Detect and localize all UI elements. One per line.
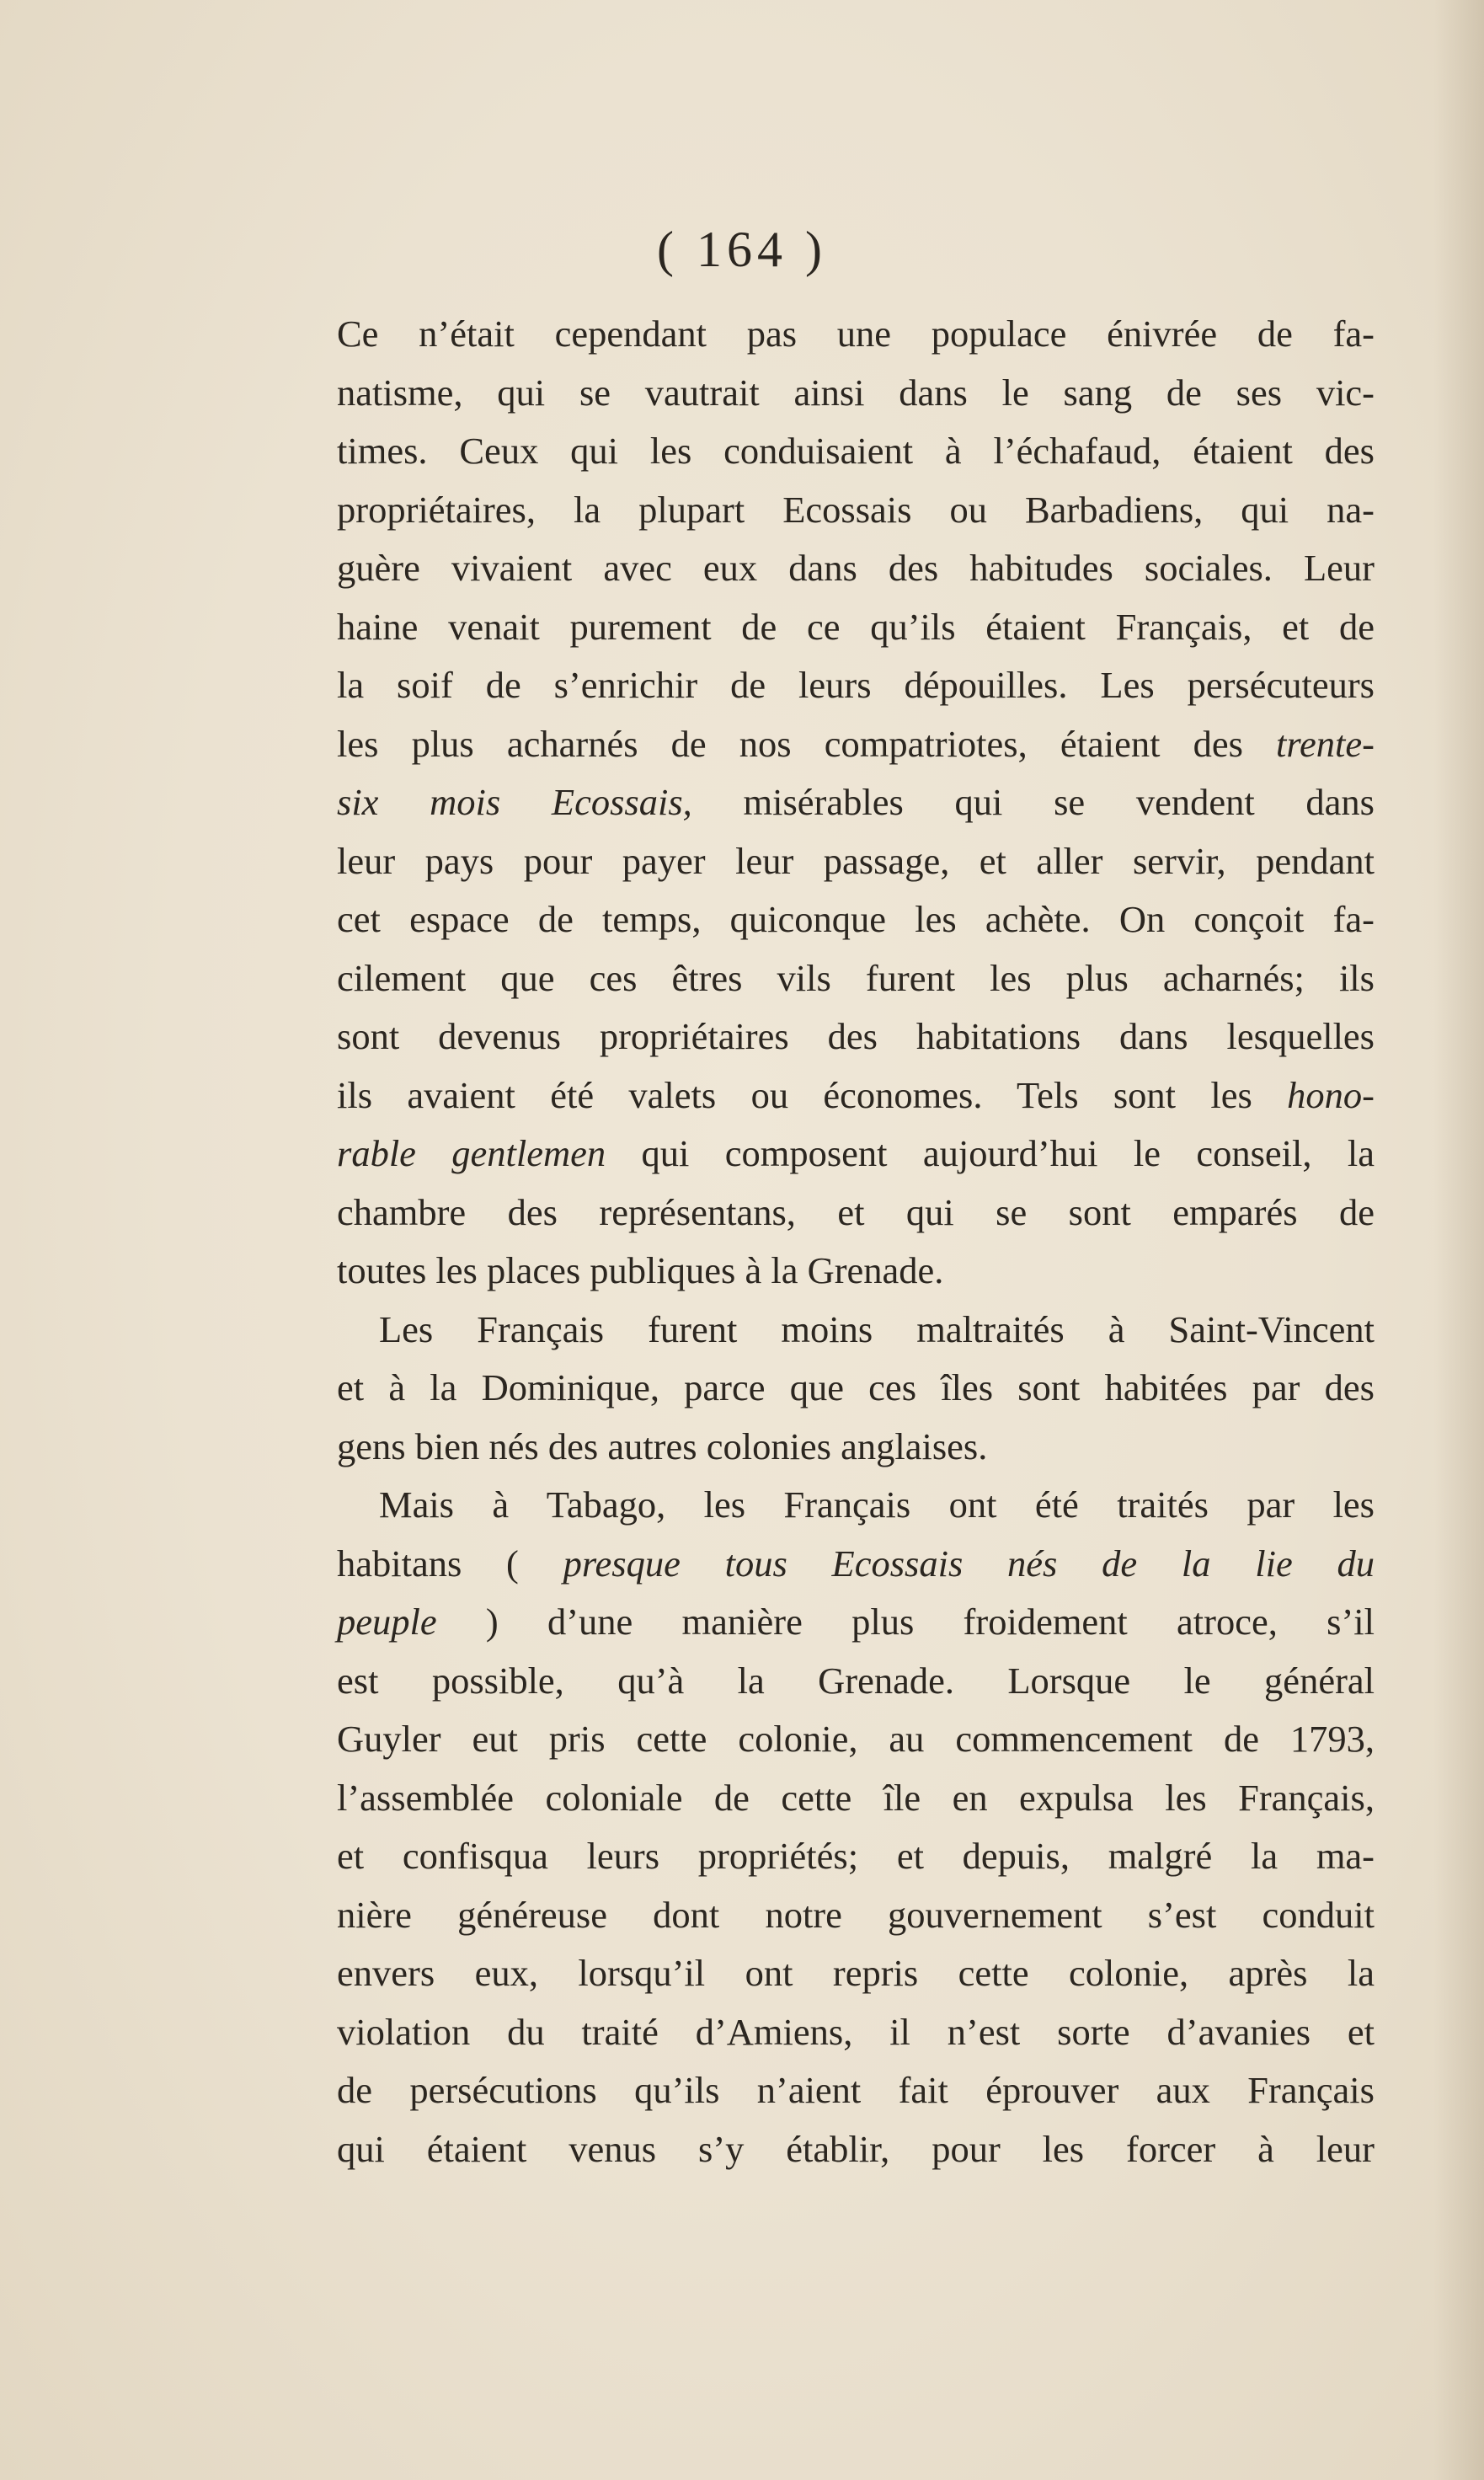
text-line: et confisqua leurs propriétés; et depuis, malgré la ma- <box>337 1835 1375 1877</box>
text-line: guère vivaient avec eux dans des habitudes sociales. Leur <box>337 547 1375 589</box>
text-line: de persécutions qu’ils n’aient fait éprouver aux Français <box>337 2069 1375 2111</box>
text-line: times. Ceux qui les conduisaient à l’échafaud, étaient des <box>337 430 1375 472</box>
text-line: sont devenus propriétaires des habitations dans lesquelles <box>337 1015 1375 1057</box>
italic-phrase: presque tous Ecossais nés de la lie du <box>563 1542 1375 1585</box>
text-line: envers eux, lorsqu’il ont repris cette colonie, après la <box>337 1952 1375 1994</box>
italic-phrase: trente- <box>1276 722 1375 765</box>
text-line: ils avaient été valets ou économes. Tels sont les hono- <box>337 1073 1375 1116</box>
text-line: rable gentlemen qui composent aujourd’hui le conseil, la <box>337 1132 1375 1174</box>
text-line: violation du traité d’Amiens, il n’est sorte d’avanies et <box>337 2010 1375 2053</box>
text-line: habitans ( presque tous Ecossais nés de la lie du <box>337 1542 1375 1585</box>
text-line: haine venait purement de ce qu’ils étaient Français, et de <box>337 605 1375 648</box>
text-line: gens bien nés des autres colonies anglaises. <box>337 1424 988 1467</box>
text-line: est possible, qu’à la Grenade. Lorsque le général <box>337 1659 1375 1702</box>
text-line: la soif de s’enrichir de leurs dépouilles. Les persécuteurs <box>337 664 1375 706</box>
text-line: toutes les places publiques à la Grenade. <box>337 1249 944 1291</box>
text-line: six mois Ecossais, misérables qui se vendent dans <box>337 781 1375 823</box>
text-line: et à la Dominique, parce que ces îles sont habitées par des <box>337 1366 1375 1408</box>
italic-phrase: peuple <box>337 1601 437 1643</box>
text-line: nière généreuse dont notre gouvernement s’est conduit <box>337 1893 1375 1936</box>
text-line: peuple ) d’une manière plus froidement atroce, s’il <box>337 1601 1375 1643</box>
page-edge-shadow <box>1433 0 1484 2480</box>
text-line: Les Français furent moins maltraités à Saint-Vincent <box>379 1307 1375 1350</box>
text-line: Mais à Tabago, les Français ont été traités par les <box>379 1483 1375 1526</box>
text-line: cet espace de temps, quiconque les achète. On conçoit fa- <box>337 898 1375 940</box>
text-line: Ce n’était cependant pas une populace énivrée de fa- <box>337 313 1375 355</box>
text-line: natisme, qui se vautrait ainsi dans le sang de ses vic- <box>337 371 1375 414</box>
page-number: ( 164 ) <box>657 222 827 277</box>
text-line: qui étaient venus s’y établir, pour les forcer à leur <box>337 2127 1375 2170</box>
text-line: leur pays pour payer leur passage, et aller servir, pendant <box>337 839 1375 882</box>
italic-phrase: rable gentlemen <box>337 1132 606 1174</box>
italic-phrase: six mois Ecossais, <box>337 781 692 823</box>
text-line: les plus acharnés de nos compatriotes, étaient des trente- <box>337 722 1375 765</box>
text-line: l’assemblée coloniale de cette île en expulsa les Français, <box>337 1776 1375 1819</box>
text-line: chambre des représentans, et qui se sont emparés de <box>337 1190 1375 1233</box>
text-line: Guyler eut pris cette colonie, au commencement de 1793, <box>337 1718 1375 1760</box>
italic-phrase: hono- <box>1287 1073 1375 1116</box>
text-line: propriétaires, la plupart Ecossais ou Barbadiens, qui na- <box>337 488 1375 531</box>
text-line: cilement que ces êtres vils furent les plus acharnés; ils <box>337 956 1375 999</box>
body-text <box>337 305 1375 2178</box>
